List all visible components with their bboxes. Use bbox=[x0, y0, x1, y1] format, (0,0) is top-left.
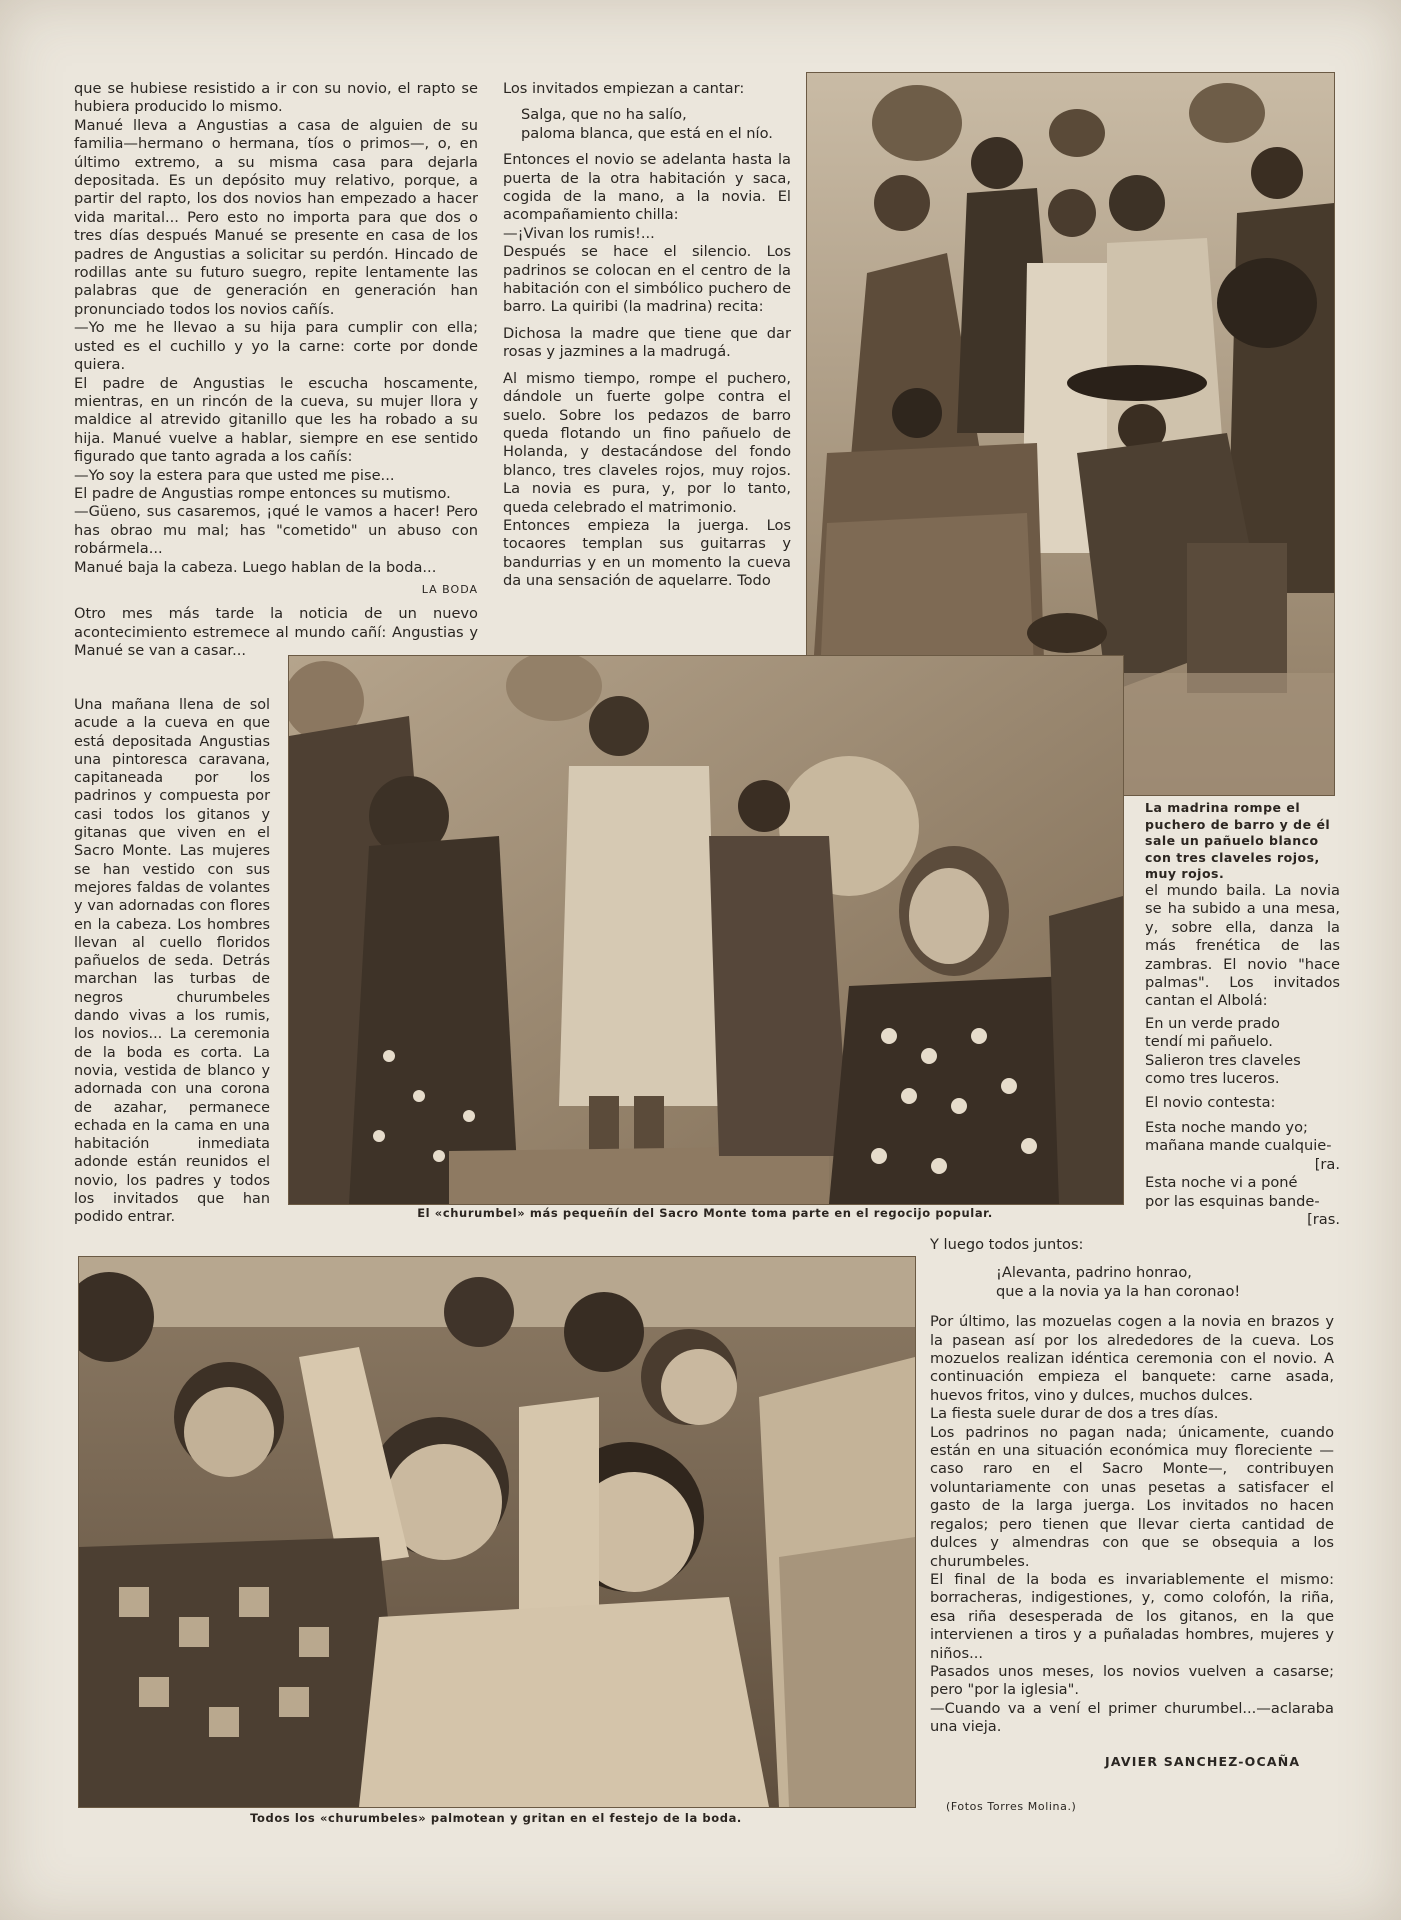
paragraph: —Cuando va a vení el primer churumbel...—aclaraba una vieja. bbox=[930, 1699, 1334, 1736]
verse-line: que a la novia ya la han coronao! bbox=[996, 1282, 1241, 1300]
paragraph: Manué lleva a Angustias a casa de alguien de su familia—hermano o hermana, tíos o primos—, o, en último extremo, a su misma casa para dejarla depositada. Es un depósito muy relativo, porque, a partir del rapto, los dos novios han empezado a hacer vida marital... Pero esto no importa para que dos o tres días después Manué se presente en casa de los padres de Angustias a solicitar su perdón. Hincado de rodillas ante su futuro suegro, repite lentamente las palabras que de generación en generación han pronunciado todos los novios cañís. bbox=[74, 116, 478, 318]
author-signature: JAVIER SANCHEZ-OCAÑA bbox=[1105, 1754, 1301, 1769]
verse-line: Esta noche mando yo; bbox=[1145, 1118, 1308, 1136]
caption-children: Todos los «churumbeles» palmotean y gritan en el festejo de la boda. bbox=[250, 1811, 742, 1825]
verse-line: [ras. bbox=[1307, 1210, 1340, 1228]
paragraph: El final de la boda es invariablemente el mismo: borracheras, indigestiones, y, como colofón, la riña, esa riña desesperada de los gitanos, en la que intervienen a tiros y a puñaladas hombres, mujeres y niños... bbox=[930, 1570, 1334, 1662]
left-column-top bbox=[74, 80, 478, 661]
verse bbox=[1145, 1119, 1340, 1229]
verse: Dichosa la madre que tiene que dar rosas y jazmines a la madrugá. bbox=[503, 324, 791, 361]
caption-churumbel: El «churumbel» más pequeñín del Sacro Monte toma parte en el regocijo popular. bbox=[417, 1206, 993, 1220]
paragraph: —Güeno, sus casaremos, ¡qué le vamos a hacer! Pero has obrao mu mal; has "cometido" un abuso con robármela... bbox=[74, 503, 478, 558]
paragraph: Entonces el novio se adelanta hasta la puerta de la otra habitación y saca, cogida de la mano, a la novia. El acompañamiento chilla: bbox=[503, 151, 791, 224]
paragraph: Los invitados empiezan a cantar: bbox=[503, 80, 745, 97]
verse-line: En un verde prado bbox=[1145, 1014, 1280, 1032]
verse-line: Salga, que no ha salío, bbox=[521, 106, 687, 124]
paragraph: Al mismo tiempo, rompe el puchero, dándole un fuerte golpe contra el suelo. Sobre los pedazos de barro queda flotando un fino pañuelo de Holanda, y destacándose del fondo blanco, tres claveles rojos, muy rojos. La novia es pura, y, por lo tanto, queda celebrado el matrimonio. bbox=[503, 369, 791, 516]
verse-line: tendí mi pañuelo. bbox=[1145, 1033, 1273, 1051]
verse bbox=[503, 106, 791, 143]
caption-madrina: La madrina rompe el puchero de barro y de él sale un pañuelo blanco con tres claveles rojos, muy rojos. bbox=[1145, 800, 1331, 881]
paragraph: El padre de Angustias rompe entonces su mutismo. bbox=[74, 484, 451, 502]
paragraph: Manué baja la cabeza. Luego hablan de la boda... bbox=[74, 558, 437, 576]
paragraph: —Yo me he llevao a su hija para cumplir con ella; usted es el cuchillo y yo la carne: corte por donde quiera. bbox=[74, 319, 478, 374]
photo-churumbel-dancing bbox=[288, 655, 1124, 1205]
paragraph: El novio contesta: bbox=[1145, 1094, 1276, 1112]
section-heading-la-boda: LA BODA bbox=[421, 582, 478, 596]
paragraph: el mundo baila. La novia se ha subido a una mesa, y, sobre ella, danza la más frenética de las zambras. El novio "hace palmas". Los invitados cantan el Albolá: bbox=[1145, 882, 1340, 1010]
verse-line: ¡Alevanta, padrino honrao, bbox=[996, 1264, 1192, 1282]
verse-line: como tres luceros. bbox=[1145, 1070, 1280, 1088]
paragraph: Después se hace el silencio. Los padrinos se colocan en el centro de la habitación con el simbólico puchero de barro. La quiribi (la madrina) recita: bbox=[503, 243, 791, 316]
paragraph: Otro mes más tarde la noticia de un nuevo acontecimiento estremece al mundo cañí: Angustias y Manué se van a casar... bbox=[74, 605, 478, 660]
verse bbox=[930, 1264, 1334, 1301]
paragraph: —Yo soy la estera para que usted me pise... bbox=[74, 466, 395, 484]
right-bottom-column bbox=[930, 1236, 1334, 1737]
paragraph: Una mañana llena de sol acude a la cueva en que está depositada Angustias una pintoresca caravana, capitaneada por los padrinos y compuesta por casi todos los gitanos y gitanas que viven en el Sacro Monte. Las mujeres se han vestido con sus mejores faldas de volantes y van adornadas con flores en la cabeza. Los hombres llevan al cuello floridos pañuelos de seda. Detrás marchan las turbas de negros churumbeles dando vivas a los rumis, los novios... La ceremonia de la boda es corta. La novia, vestida de blanco y adornada con una corona de azahar, permanece echada en la cama en una habitación inmediata adonde están reunidos el novio, los padres y todos los invitados que han podido entrar. bbox=[74, 697, 270, 1226]
verse-line: mañana mande cualquie- bbox=[1145, 1137, 1332, 1155]
photo-credit: (Fotos Torres Molina.) bbox=[946, 1800, 1077, 1813]
verse bbox=[1145, 1015, 1340, 1089]
middle-column bbox=[503, 80, 791, 591]
verse-line: paloma blanca, que está en el nío. bbox=[521, 124, 773, 142]
photo-children-clapping bbox=[78, 1256, 916, 1808]
verse-line: por las esquinas bande- bbox=[1145, 1192, 1320, 1210]
paragraph: —¡Vivan los rumis!... bbox=[503, 224, 655, 242]
verse-line: Salieron tres claveles bbox=[1145, 1051, 1301, 1069]
paragraph: Por último, las mozuelas cogen a la novia en brazos y la pasean así por los alrededores de la cueva. Los mozuelos realizan idéntica ceremonia con el novio. A continuación empieza el banquete: carne asada, huevos fritos, vino y dulces, muchos dulces. bbox=[930, 1313, 1334, 1404]
paragraph: que se hubiese resistido a ir con su novio, el rapto se hubiera producido lo mismo. bbox=[74, 80, 478, 116]
right-middle-column bbox=[1145, 882, 1340, 1229]
left-column-narrow bbox=[74, 696, 270, 1227]
verse-line: [ra. bbox=[1314, 1155, 1340, 1173]
paragraph: La fiesta suele durar de dos a tres días. bbox=[930, 1405, 1219, 1423]
paragraph: Los padrinos no pagan nada; únicamente, cuando están en una situación económica muy floreciente —caso raro en el Sacro Monte—, contribuyen voluntariamente con unas pesetas a satisfacer el gasto de la larga juerga. Los invitados no hacen regalos; pero tienen que llevar cierta cantidad de dulces y almendras con que se obsequia a los churumbeles. bbox=[930, 1423, 1334, 1570]
paragraph: Pasados unos meses, los novios vuelven a casarse; pero "por la iglesia". bbox=[930, 1662, 1334, 1699]
paragraph: El padre de Angustias le escucha hoscamente, mientras, en un rincón de la cueva, su mujer llora y maldice al atrevido gitanillo que les ha robado a su hija. Manué vuelve a hablar, siempre en ese sentido figurado que tanto agrada a los cañís: bbox=[74, 374, 478, 466]
paragraph: Entonces empieza la juerga. Los tocaores templan sus guitarras y bandurrias y en un momento la cueva da una sensación de aquelarre. Todo bbox=[503, 516, 791, 590]
verse-line: Esta noche vi a poné bbox=[1145, 1174, 1298, 1192]
paragraph: Y luego todos juntos: bbox=[930, 1236, 1084, 1253]
